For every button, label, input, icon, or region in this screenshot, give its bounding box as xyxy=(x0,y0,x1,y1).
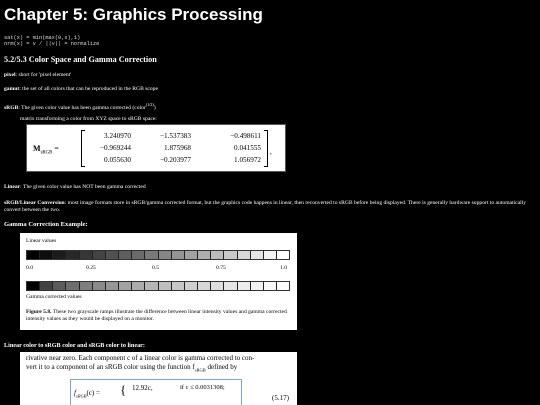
ramp-step xyxy=(198,282,211,290)
excerpt-line xyxy=(26,363,237,372)
ramp-step xyxy=(172,251,185,259)
def-term: sRGB xyxy=(4,104,19,111)
ramp-step xyxy=(132,282,145,290)
linear-ramp xyxy=(26,250,290,260)
def-text: : most image formats store in sRGB/gamma corrected format, but the graphics code happens in linear, then reconverted to sRGB before being displayed. There is generally hardware support to automatically convert between the two. xyxy=(4,200,527,213)
page-title: Chapter 5: Graphics Processing xyxy=(4,5,263,24)
ramp-step xyxy=(224,282,237,290)
ramp-step xyxy=(132,251,145,259)
code-line: nrm(x) = v / ||v|| = normalize xyxy=(4,41,100,47)
figure-caption xyxy=(26,309,292,323)
matrix-cell: 0.041555 xyxy=(234,144,261,152)
conversion-heading: Linear color to sRGB color and sRGB color to linear: xyxy=(4,342,145,349)
figure-box xyxy=(20,233,297,330)
def-linear xyxy=(4,184,146,191)
def-text: : The given color value has NOT been gamma corrected xyxy=(20,184,146,190)
matrix-cell: 1.056972 xyxy=(234,156,261,164)
def-text: : short for 'pixel element' xyxy=(15,72,72,78)
gamma-ramp-label: Gamma corrected values xyxy=(26,294,82,300)
matrix-cell: −0.203977 xyxy=(159,156,191,164)
def-conversion xyxy=(4,200,534,214)
matrix-right-bracket xyxy=(264,130,268,167)
ramp-step xyxy=(119,282,132,290)
excerpt-text: vert it to a component of an sRGB color using the function f xyxy=(26,363,195,371)
gamma-ramp xyxy=(26,281,290,291)
matrix-cell: 0.055630 xyxy=(104,156,131,164)
code-block xyxy=(4,35,99,47)
tick-label: 0.5 xyxy=(152,265,159,271)
ramp-step xyxy=(119,251,132,259)
code-line: sat(x) = min(max(0,x),1) xyxy=(4,35,81,41)
tick-label: 0.25 xyxy=(86,265,96,271)
ramp-step xyxy=(27,251,40,259)
excerpt-line: rivative near zero. Each component c of a linear color is gamma corrected to con- xyxy=(26,354,255,362)
matrix-comma: , xyxy=(270,148,272,156)
ramp-step xyxy=(66,282,79,290)
equation-brace: { xyxy=(120,382,127,397)
equation-arg: (c) = xyxy=(86,389,100,397)
equation-number: (5.17) xyxy=(272,394,289,402)
excerpt-text: defined by xyxy=(205,363,238,371)
matrix-subscript: sRGB xyxy=(40,150,53,156)
matrix-cell: 3.240970 xyxy=(104,132,131,140)
ramp-step xyxy=(27,282,40,290)
def-term: Linear xyxy=(4,184,21,190)
ramp-step xyxy=(172,282,185,290)
def-exponent: (1/2) xyxy=(145,102,154,107)
ramp-step xyxy=(185,251,198,259)
equation-case-condition: if c ≤ 0.0031308; xyxy=(180,384,225,391)
ramp-step xyxy=(211,251,224,259)
matrix-equals: = xyxy=(54,144,59,153)
figure-caption-text: These two grayscale ramps illustrate the difference between linear intensity values and gamma corrected intensity values as they would be displayed on a monitor. xyxy=(26,309,287,322)
excerpt-box xyxy=(20,352,297,405)
ramp-step xyxy=(106,251,119,259)
matrix-caption: matrix transforming a color from XYZ space to sRGB space: xyxy=(20,116,157,122)
def-term: pixel xyxy=(4,72,16,78)
gamma-heading: Gamma Correction Example: xyxy=(4,221,88,228)
tick-label: 0.75 xyxy=(216,265,226,271)
def-term: sRGB/Linear Conversion xyxy=(4,200,65,206)
ramp-step xyxy=(145,251,158,259)
matrix-cell: −1.537383 xyxy=(159,132,191,140)
ramp-step xyxy=(198,251,211,259)
matrix-cell: −0.498611 xyxy=(230,132,261,140)
ramp-step xyxy=(211,282,224,290)
matrix-symbol: M xyxy=(33,144,41,153)
equation-lhs xyxy=(74,389,100,398)
ramp-step xyxy=(145,282,158,290)
matrix-cell: 1.875968 xyxy=(164,144,191,152)
ramp-step xyxy=(277,282,289,290)
ramp-step xyxy=(277,251,289,259)
ramp-step xyxy=(93,282,106,290)
equation-subscript: sRGB xyxy=(75,393,87,399)
def-gamut xyxy=(4,86,158,93)
ramp-step xyxy=(80,251,93,259)
matrix-label xyxy=(33,144,59,156)
def-text: : the set of all colors that can be reproduced in the RGB scope xyxy=(19,86,158,92)
ramp-step xyxy=(80,282,93,290)
ramp-step xyxy=(251,251,264,259)
ramp-step xyxy=(238,251,251,259)
ramp-step xyxy=(159,251,172,259)
tick-label: 0.0 xyxy=(26,265,33,271)
ramp-step xyxy=(238,282,251,290)
ramp-step xyxy=(53,251,66,259)
linear-ramp-label: Linear values xyxy=(26,238,57,244)
def-text: : The given color value has been gamma corrected (color xyxy=(18,104,146,111)
excerpt-subscript: sRGB xyxy=(194,367,206,373)
ramp-step xyxy=(40,282,53,290)
section-heading: 5.2/5.3 Color Space and Gamma Correction xyxy=(4,55,157,64)
ramp-step xyxy=(159,282,172,290)
ramp-step xyxy=(264,251,277,259)
equation-func: f xyxy=(74,389,76,397)
tick-label: 1.0 xyxy=(280,265,287,271)
ramp-step xyxy=(251,282,264,290)
figure-number: Figure 5.8. xyxy=(26,309,52,315)
ramp-step xyxy=(185,282,198,290)
ramp-step xyxy=(93,251,106,259)
ramp-step xyxy=(53,282,66,290)
def-text-close: ) xyxy=(153,104,156,111)
ramp-step xyxy=(40,251,53,259)
def-pixel xyxy=(4,72,71,79)
ramp-step xyxy=(264,282,277,290)
ramp-step xyxy=(66,251,79,259)
def-term: gamut xyxy=(4,86,20,92)
matrix-box xyxy=(26,124,286,172)
equation-case-value: 12.92c, xyxy=(132,384,153,392)
ramp-step xyxy=(106,282,119,290)
def-srgb xyxy=(4,101,156,112)
ramp-step xyxy=(224,251,237,259)
matrix-cell: −0.969244 xyxy=(99,144,131,152)
